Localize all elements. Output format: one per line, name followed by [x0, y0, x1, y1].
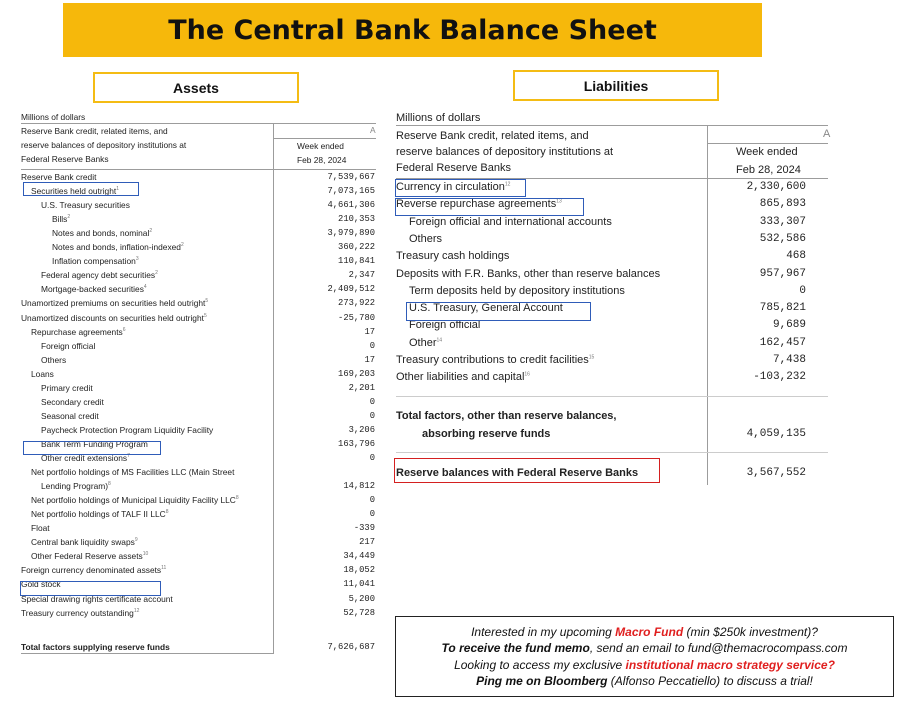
- liab-row-label: Currency in circulation$^{12}$: [396, 181, 511, 193]
- assets-header-line-1: Reserve Bank credit, related items, and: [21, 126, 168, 136]
- assets-row-value: 34,449: [343, 551, 375, 562]
- assets-row-value: 0: [369, 495, 375, 506]
- assets-row-value: 14,812: [343, 481, 375, 492]
- liab-row-label: Foreign official: [409, 319, 481, 332]
- assets-row-label: Net portfolio holdings of TALF II LLC$^8$: [31, 509, 169, 520]
- assets-row-value: 110,841: [338, 256, 375, 267]
- assets-row-value: 17: [364, 326, 375, 337]
- liab-header-line-3: Federal Reserve Banks: [396, 162, 511, 174]
- liab-row-label: Deposits with F.R. Banks, other than reserve balances: [396, 267, 661, 280]
- assets-row-value: 4,661,306: [327, 200, 375, 211]
- assets-row-label: Central bank liquidity swaps$^9$: [31, 537, 138, 548]
- liab-row-value: 865,893: [759, 198, 806, 211]
- liab-row-label: Reverse repurchase agreements$^{13}$: [396, 198, 562, 211]
- promo-line-2: To receive the fund memo, send an email to fund@themacrocompass.com: [441, 641, 848, 655]
- liab-row-value: 957,967: [759, 267, 806, 280]
- assets-row-label: Float: [31, 523, 50, 534]
- liab-col-date: Feb 28, 2024: [736, 164, 801, 176]
- assets-row-value: 0: [369, 453, 375, 463]
- assets-row-value: 7,626,687: [327, 642, 375, 652]
- assets-row-label: Special drawing rights certificate account: [21, 593, 173, 604]
- liab-col-week: Week ended: [736, 146, 798, 158]
- liab-row-value: 0: [799, 284, 806, 297]
- liab-row-label: Other liabilities and capital$^{16}$: [396, 371, 530, 384]
- assets-row-label: U.S. Treasury securities: [41, 200, 130, 211]
- assets-row-value: 2,347: [348, 270, 375, 281]
- highlight-securities-held-outright: [23, 182, 139, 196]
- assets-row-label: Reserve Bank credit: [21, 172, 97, 182]
- liab-row-value: -103,232: [753, 371, 806, 384]
- assets-row-value: 7,539,667: [327, 172, 375, 182]
- assets-col-a: A: [370, 125, 376, 135]
- assets-row-label: Net portfolio holdings of Municipal Liquidity Facility LLC$^8$: [31, 495, 239, 506]
- assets-row-label: Loans: [31, 368, 54, 379]
- highlight-bank-term-funding-program: [23, 438, 161, 455]
- assets-header-line-2: reserve balances of depository institutions at: [21, 140, 187, 150]
- assets-row-value: 0: [369, 509, 375, 520]
- macro-fund-link[interactable]: Macro Fund: [615, 624, 684, 639]
- assets-row-value: 3,206: [348, 424, 375, 435]
- liab-row-value: 9,689: [772, 319, 806, 332]
- assets-row-value: 360,222: [338, 242, 375, 253]
- assets-row-label: Unamortized discounts on securities held outright$^5$: [21, 312, 207, 323]
- assets-row-label: Mortgage-backed securities$^4$: [41, 284, 147, 295]
- assets-row-value: 2,201: [348, 382, 375, 393]
- assets-row-label: Notes and bonds, nominal$^2$: [52, 228, 153, 239]
- liab-total-value: 4,059,135: [746, 428, 806, 440]
- assets-row-value: 17: [364, 354, 375, 365]
- assets-row-label: Other Federal Reserve assets$^{10}$: [31, 551, 149, 562]
- assets-row-label: Foreign official: [41, 340, 96, 351]
- assets-row-value: 217: [359, 537, 375, 548]
- assets-table: [21, 112, 376, 654]
- reserve-balances-value: 3,567,552: [746, 467, 806, 479]
- liab-row-value: 468: [786, 250, 806, 263]
- assets-row-value: 18,052: [343, 565, 375, 576]
- assets-row-value: 7,073,165: [327, 186, 375, 197]
- assets-row-label: Secondary credit: [41, 396, 104, 407]
- assets-row-label: Bills$^2$: [52, 214, 71, 225]
- liab-total-line-1: Total factors, other than reserve balances,: [396, 410, 617, 422]
- assets-row-label: Securities held outright$^1$: [31, 186, 119, 197]
- liab-row-value: 7,438: [772, 354, 806, 366]
- assets-row-label: Treasury currency outstanding$^{12}$: [21, 607, 140, 618]
- liab-row-label: Other$^{14}$: [409, 336, 443, 349]
- highlight-treasury-general-account: [406, 302, 591, 321]
- assets-row-label: Primary credit: [41, 382, 93, 393]
- assets-row-value: 273,922: [338, 298, 375, 309]
- assets-row-label: Inflation compensation$^3$: [52, 256, 139, 267]
- strategy-service-link[interactable]: institutional macro strategy service?: [625, 657, 835, 672]
- assets-row-value: 5,200: [348, 593, 375, 604]
- promo-line-1: Interested in my upcoming Macro Fund (min $250k investment)?: [471, 624, 818, 639]
- promo-line-4: Ping me on Bloomberg (Alfonso Peccatiello) to discuss a trial!: [476, 674, 813, 688]
- highlight-gold-stock: [20, 581, 161, 596]
- assets-row-value: 0: [369, 396, 375, 407]
- liabilities-heading: Liabilities: [513, 70, 719, 101]
- liab-row-value: 2,330,600: [746, 181, 806, 193]
- assets-row-label: Repurchase agreements$^6$: [31, 326, 126, 337]
- liab-row-value: 333,307: [759, 215, 806, 228]
- assets-row-label: Total factors supplying reserve funds: [21, 642, 170, 652]
- liab-total-line-2: absorbing reserve funds: [422, 428, 551, 440]
- assets-row-value: 52,728: [343, 607, 375, 618]
- assets-row-value: -25,780: [338, 312, 375, 323]
- assets-heading: Assets: [93, 72, 299, 103]
- liab-row-label: Foreign official and international accounts: [409, 215, 612, 228]
- assets-row-value: 0: [369, 340, 375, 351]
- assets-row-value: 2,409,512: [327, 284, 375, 295]
- assets-row-label: Seasonal credit: [41, 410, 99, 421]
- assets-units: Millions of dollars: [21, 112, 86, 122]
- assets-row-label: Gold stock: [21, 579, 61, 590]
- title-banner: [63, 3, 762, 57]
- assets-row-value: 169,203: [338, 368, 375, 379]
- liab-units: Millions of dollars: [396, 112, 481, 124]
- assets-row-value: 3,979,890: [327, 228, 375, 239]
- assets-header-line-3: Federal Reserve Banks: [21, 154, 109, 164]
- reserve-balances-label: Reserve balances with Federal Reserve Banks: [396, 467, 639, 479]
- assets-row-value: 163,796: [338, 438, 375, 449]
- assets-row-label: Notes and bonds, inflation-indexed$^2$: [52, 242, 184, 253]
- liab-row-label: Treasury contributions to credit facilities$^{15}$: [396, 354, 595, 366]
- liab-header-line-1: Reserve Bank credit, related items, and: [396, 130, 589, 142]
- assets-row-label: Net portfolio holdings of MS Facilities LLC (Main Street: [31, 467, 235, 478]
- liab-row-label: Others: [409, 232, 443, 245]
- assets-row-label: Paycheck Protection Program Liquidity Facility: [41, 424, 214, 435]
- assets-row-label: Unamortized premiums on securities held outright$^5$: [21, 298, 209, 309]
- highlight-reserve-balances: [394, 458, 660, 483]
- assets-row-label: Lending Program)$^8$: [41, 481, 111, 492]
- liabilities-table: [396, 110, 831, 485]
- liab-row-label: Treasury cash holdings: [396, 250, 510, 263]
- assets-row-label: Foreign currency denominated assets$^{11}$: [21, 565, 167, 576]
- liab-row-label: Term deposits held by depository institutions: [409, 284, 625, 297]
- assets-col-date: Feb 28, 2024: [297, 155, 347, 165]
- liab-row-value: 785,821: [759, 302, 806, 315]
- assets-row-value: 11,041: [343, 579, 375, 590]
- assets-row-label: Other credit extensions$^7$: [41, 453, 130, 463]
- page-title: The Central Bank Balance Sheet: [168, 14, 657, 46]
- liab-row-value: 532,586: [759, 232, 806, 245]
- liab-col-a: A: [823, 128, 831, 140]
- assets-row-label: Bank Term Funding Program: [41, 438, 148, 449]
- highlight-reverse-repo: [395, 198, 584, 216]
- assets-row-value: 0: [369, 410, 375, 421]
- liab-row-value: 162,457: [759, 336, 806, 349]
- assets-row-label: Federal agency debt securities$^2$: [41, 270, 158, 281]
- liab-row-label: U.S. Treasury, General Account: [409, 302, 563, 315]
- highlight-currency-in-circulation: [395, 179, 526, 197]
- liab-header-line-2: reserve balances of depository institutions at: [396, 146, 614, 158]
- assets-row-value: 210,353: [338, 214, 375, 225]
- assets-col-week: Week ended: [297, 141, 344, 151]
- assets-row-value: -339: [353, 523, 375, 534]
- assets-row-label: Others: [41, 354, 67, 365]
- promo-box: [395, 616, 894, 697]
- promo-line-3: Looking to access my exclusive institutional macro strategy service?: [454, 657, 835, 672]
